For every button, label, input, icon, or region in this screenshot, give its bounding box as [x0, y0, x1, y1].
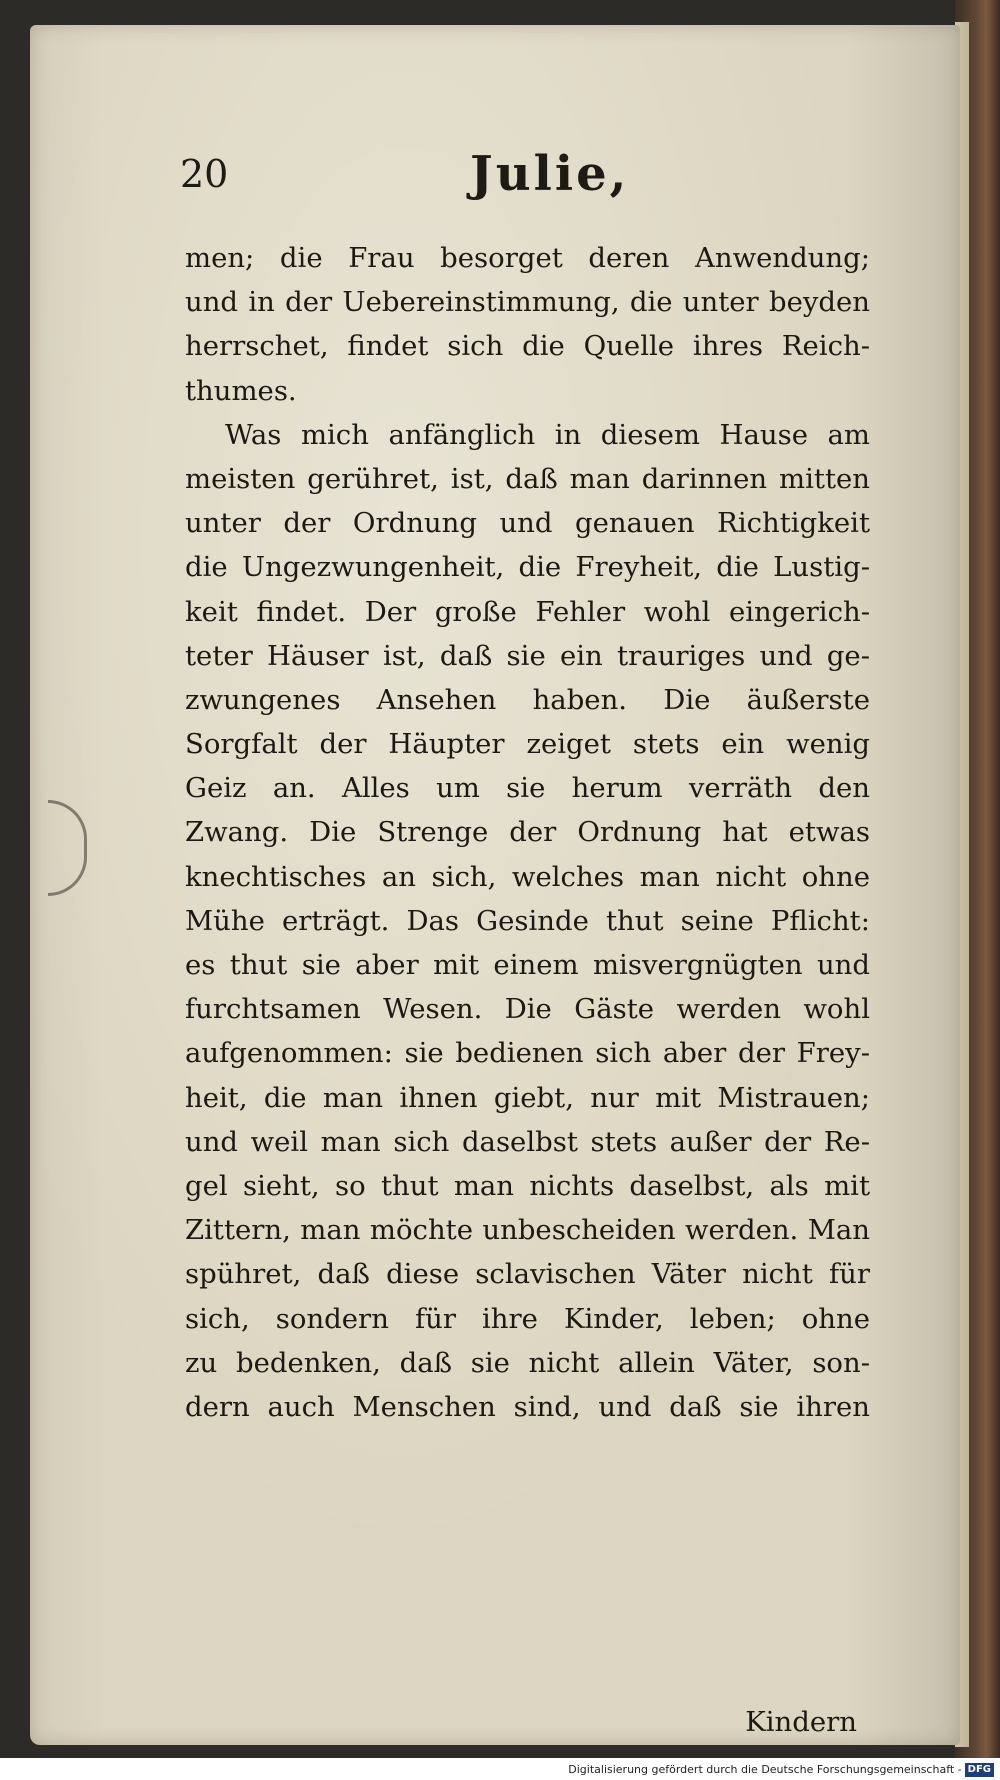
page-edge-mark: [48, 800, 87, 896]
text-line: teter Häuser ist, daß sie ein trauriges und ge-: [185, 639, 870, 672]
text-line: meisten gerühret, ist, daß man darinnen mitten: [185, 462, 870, 495]
text-line: knechtisches an sich, welches man nicht ohne: [185, 860, 870, 893]
text-line: dern auch Menschen sind, und daß sie ihren: [185, 1390, 870, 1423]
credit-text: Digitalisierung gefördert durch die Deutsche Forschungsgemeinschaft -: [568, 1763, 962, 1776]
text-line: und weil man sich daselbst stets außer der Re-: [185, 1125, 870, 1158]
text-line: Zwang. Die Strenge der Ordnung hat etwas: [185, 816, 870, 849]
text-line: aufgenommen: sie bedienen sich aber der Frey-: [185, 1037, 870, 1070]
text-line: spühret, daß diese sclavischen Väter nicht für: [185, 1258, 870, 1291]
text-line: gel sieht, so thut man nichts daselbst, als mit: [185, 1169, 870, 1202]
page-number: 20: [180, 152, 229, 196]
text-line: Mühe erträgt. Das Gesinde thut seine Pflicht:: [185, 904, 870, 937]
text-line: men; die Frau besorget deren Anwendung;: [185, 242, 870, 274]
text-line: es thut sie aber mit einem misvergnügten und: [185, 949, 870, 981]
text-line: Sorgfalt der Häupter zeiget stets ein wenig: [185, 728, 870, 761]
running-head: Julie,: [470, 146, 630, 202]
text-line: die Ungezwungenheit, die Freyheit, die Lustig-: [185, 551, 870, 584]
dfg-logo[interactable]: DFG: [965, 1763, 994, 1777]
body-text: [185, 236, 870, 1738]
text-line: thumes.: [185, 374, 297, 407]
page-header: [180, 148, 870, 208]
text-line: keit findet. Der große Fehler wohl eingerich-: [185, 595, 870, 628]
text-line: unter der Ordnung und genauen Richtigkeit: [185, 507, 870, 540]
text-line: furchtsamen Wesen. Die Gäste werden wohl: [185, 993, 870, 1026]
text-line: Geiz an. Alles um sie herum verräth den: [185, 772, 870, 805]
text-line: zwungenes Ansehen haben. Die äußerste: [185, 683, 870, 716]
text-line: herrschet, findet sich die Quelle ihres Reich-: [185, 330, 870, 363]
text-line: und in der Uebereinstimmung, die unter beyden: [185, 286, 870, 319]
digitization-credit: [0, 1760, 994, 1780]
text-line: Was mich anfänglich in diesem Hause am: [225, 418, 870, 451]
text-line: zu bedenken, daß sie nicht allein Väter, son-: [185, 1346, 870, 1379]
catchword: Kindern: [745, 1706, 857, 1738]
text-line: Zittern, man möchte unbescheiden werden. Man: [185, 1214, 870, 1247]
text-line: heit, die man ihnen giebt, nur mit Mistrauen;: [185, 1081, 870, 1114]
text-line: sich, sondern für ihre Kinder, leben; ohne: [185, 1302, 870, 1335]
